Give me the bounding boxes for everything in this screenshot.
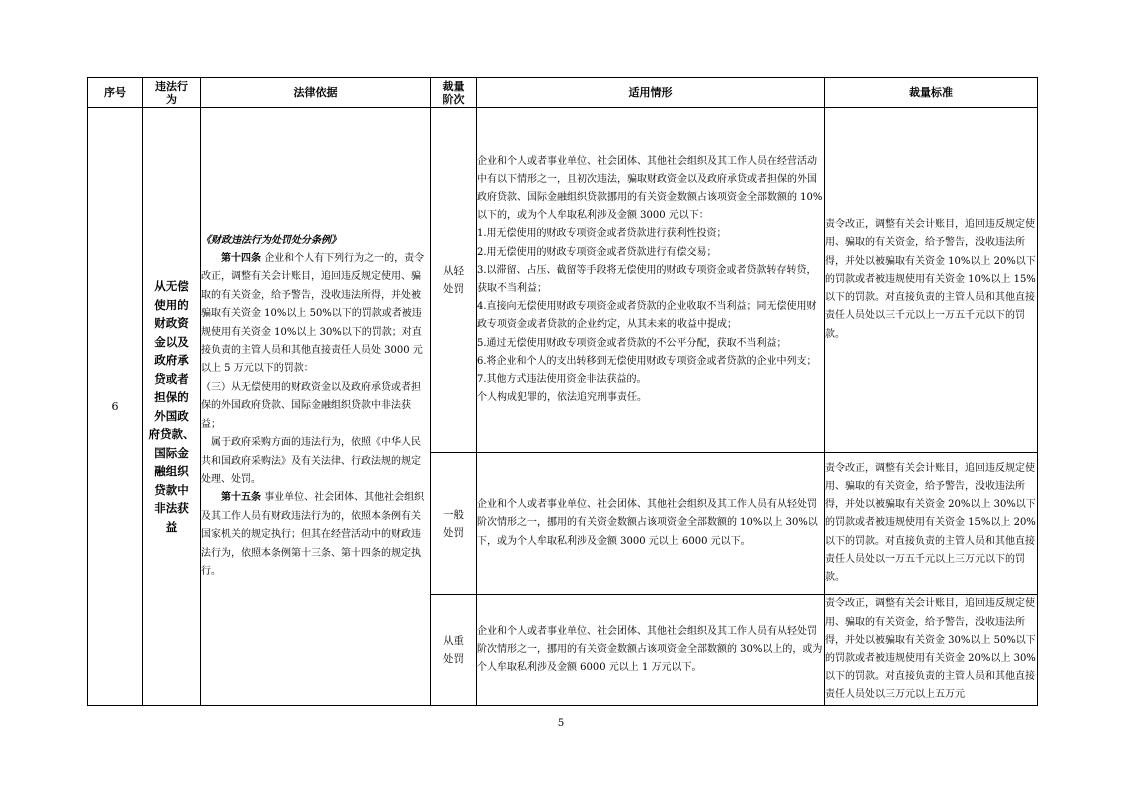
situation-line: 企业和个人或者事业单位、社会团体、其他社会组织及其工作人员有从轻处罚阶次情形之一，挪用的有关资金数额占该项资金全部数额的 30%以上的，或为个人牟取私利涉及金额 6000 元以上 1 万元以下。: [477, 625, 823, 674]
article-14: [201, 250, 430, 379]
standard-light: 责令改正，调整有关会计账目，追回违反规定使用、骗取的有关资金，给予警告，没收违法所得，并处以被骗取有关资金 10%以上 20%以下的罚款或者被违规使用有关资金 10%以上 15%以下的罚款。对直接负责的主管人员和其他直接责任人员处以三千元以上一万五千元以下的罚款。: [825, 108, 1038, 453]
situation-general: [477, 453, 825, 595]
article-14-head: 第十四条: [221, 253, 261, 265]
act-line: 担保的: [154, 390, 189, 404]
situation-heavy: [477, 595, 825, 706]
act-line: 国际金: [154, 445, 189, 460]
situation-line: 5.通过无偿使用财政专项资金或者贷款的不公平分配，获取不当利益；: [477, 337, 787, 349]
level-light-line: 处罚: [443, 283, 464, 295]
act-line: 财政资: [154, 316, 189, 330]
article-15: [201, 489, 430, 581]
act-line: 益: [165, 519, 178, 534]
procurement-text: 属于政府采购方面的违法行为，依照《中华人民共和国政府采购法》及有关法律、行政法规的规定处理、处罚。: [201, 437, 421, 485]
level-light-line: 从轻: [443, 265, 464, 277]
level-general-line: 一般: [443, 508, 464, 521]
situation-line: 个人构成犯罪的，依法追究刑事责任。: [477, 392, 647, 404]
situation-line: 3.以滞留、占压、截留等手段将无偿使用的财政专项资金或者贷款转存转贷，获取不当利益；: [477, 264, 817, 294]
header-level: [431, 78, 477, 108]
level-heavy-line: 处罚: [443, 653, 464, 665]
header-basis: 法律依据: [201, 78, 431, 108]
header-standard: 裁量标准: [825, 78, 1038, 108]
situation-line: 企业和个人或者事业单位、社会团体、其他社会组织及其工作人员在经营活动中有以下情形之一，且初次违法，骗取财政资金以及政府承贷或者担保的外国政府贷款、国际金融组织贷款挪用的有关资金数额占该项资金全部数额的 10%以下的，或为个人牟取私利涉及金额 3000 元以下：: [477, 155, 823, 222]
article-15-body: 事业单位、社会团体、其他社会组织及其工作人员有财政违法行为的，依照本条例有关国家机关的规定执行；但其在经营活动中的财政违法行为，依照本条例第十三条、第十四条的规定执行。: [201, 492, 425, 577]
procurement-note: [201, 434, 430, 489]
standard-general: 责令改正，调整有关会计账目，追回违反规定使用、骗取的有关资金，给予警告，没收违法所得，并处以被骗取有关资金 20%以上 30%以下的罚款或者被违规使用有关资金 15%以上 20%以下的罚款。对直接负责的主管人员和其他直接责任人员处以一万五千元以上三万元以下的罚款。: [825, 453, 1038, 595]
article-15-head: 第十五条: [221, 492, 261, 504]
act-line: 非法获: [154, 501, 189, 515]
standard-heavy: 责令改正，调整有关会计账目，追回违反规定使用、骗取的有关资金，给予警告，没收违法所得，并处以被骗取有关资金 30%以上 50%以下的罚款或者被违规使用有关资金 20%以上 30%以下的罚款。对直接负责的主管人员和其他直接责任人员处以三万元以上五万元: [825, 595, 1038, 706]
violation-act: [143, 108, 201, 706]
table-row: [88, 108, 1038, 453]
act-line: 外国政: [154, 408, 189, 423]
article-14-item-3: （三）从无偿使用的财政资金以及政府承贷或者担保的外国政府贷款、国际金融组织贷款中非法获益；: [201, 381, 421, 430]
level-heavy: [431, 595, 477, 706]
situation-line: 企业和个人或者事业单位、社会团体、其他社会组织及其工作人员有从轻处罚阶次情形之一，挪用的有关资金数额占该项资金全部数额的 10%以上 30%以下，或为个人牟取私利涉及金额 3000 元以上 6000 元以下。: [477, 499, 818, 547]
situation-line: 6.将企业和个人的支出转移到无偿使用财政专项资金或者贷款的企业中列支；: [477, 355, 817, 367]
act-line: 贷款中: [154, 482, 189, 497]
level-general: [431, 453, 477, 595]
situation-line: 7.其他方式违法使用资金非法获益的。: [477, 374, 647, 386]
act-line: 从无偿: [154, 279, 189, 293]
act-line: 融组织: [154, 464, 189, 478]
header-level-text: 裁量阶次: [442, 79, 465, 106]
row-number: 6: [88, 108, 143, 706]
situation-line: 2.用无偿使用的财政专项资金或者贷款进行有偿交易；: [477, 246, 717, 258]
regulation-title: 《财政违法行为处罚处分条例》: [201, 234, 341, 246]
penalty-table: [87, 77, 1038, 706]
situation-line: 4.直接向无偿使用财政专项资金或者贷款的企业收取不当利益；同无偿使用财政专项资金或者贷款的企业约定，从其未来的收益中提成；: [477, 301, 817, 331]
situation-light: [477, 108, 825, 453]
legal-basis: [201, 108, 431, 706]
header-no: 序号: [88, 78, 143, 108]
act-line: 贷或者: [154, 371, 189, 386]
level-light: [431, 108, 477, 453]
page-number: 5: [557, 718, 565, 729]
act-line: 金以及: [154, 334, 189, 349]
level-general-line: 处罚: [443, 526, 464, 539]
header-situation: 适用情形: [477, 78, 825, 108]
header-act-text: 违法行为: [155, 79, 188, 106]
header-row: [88, 78, 1038, 108]
act-line: 使用的: [154, 297, 189, 312]
act-line: 府贷款、: [148, 427, 195, 441]
act-line: 政府承: [154, 353, 189, 367]
situation-line: 1.用无偿使用的财政专项资金或者贷款进行获利性投资；: [477, 228, 727, 240]
header-act: [143, 78, 201, 108]
level-heavy-line: 从重: [443, 635, 464, 647]
article-14-body: 企业和个人有下列行为之一的，责令改正，调整有关会计账目，追回违反规定使用、骗取的有关资金，给予警告，没收违法所得，并处被骗取有关资金 10%以上 50%以下的罚款或者被违规使用有关资金 10%以上 30%以下的罚款；对直接负责的主管人员和其他直接责任人员处 3000 元以上 5 万元以下的罚款：: [201, 253, 425, 375]
